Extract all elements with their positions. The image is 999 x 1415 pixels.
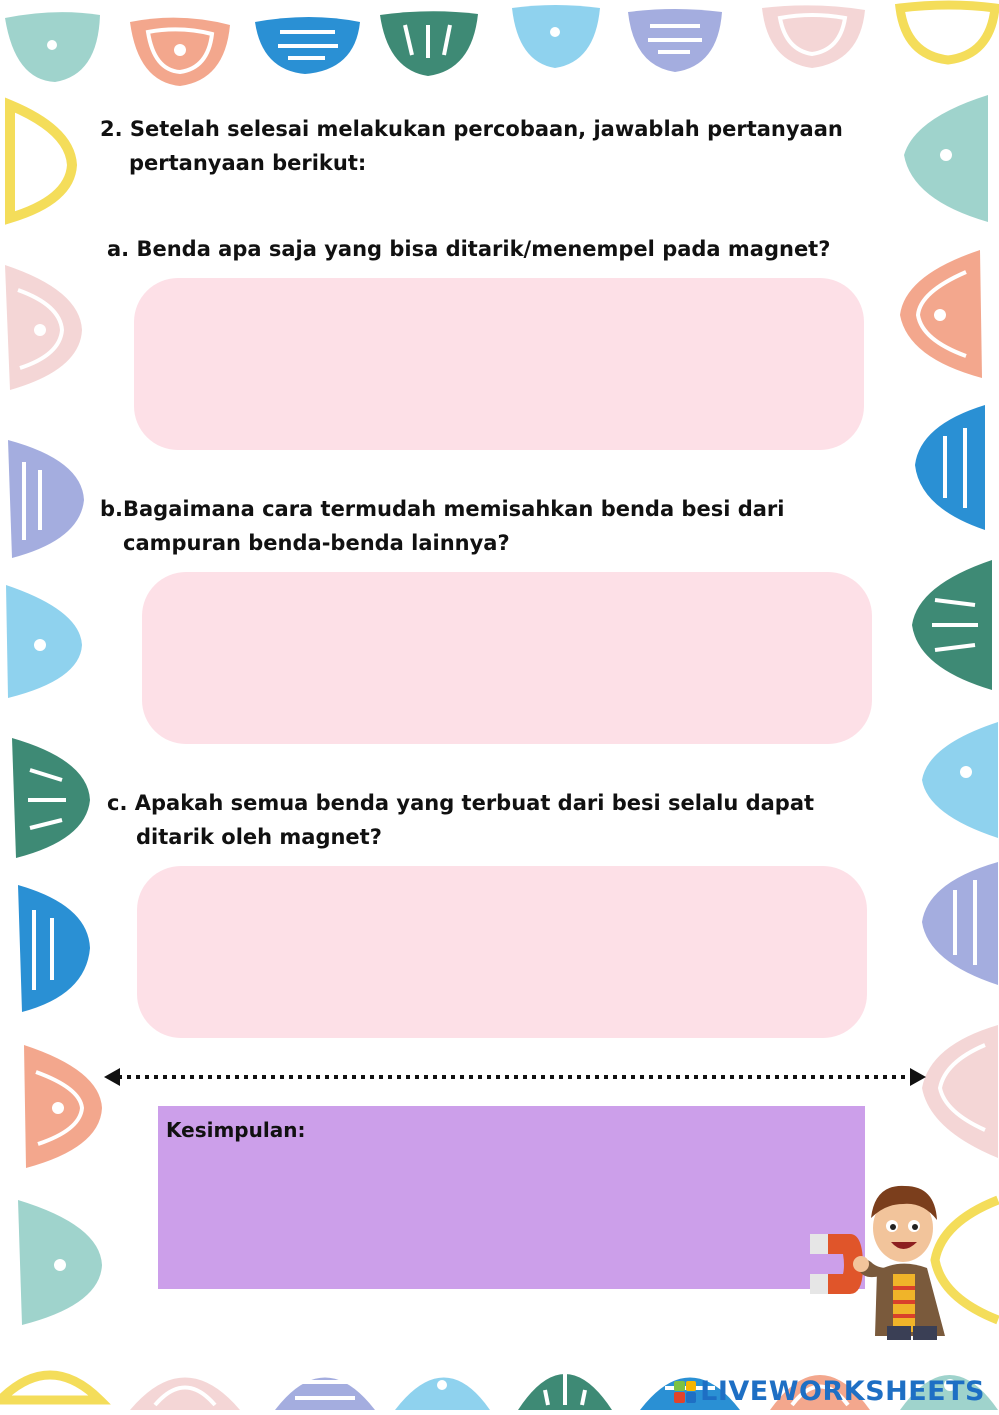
decorative-dome-icon: [900, 250, 982, 378]
decorative-dome-icon: [904, 95, 988, 222]
conclusion-label: Kesimpulan:: [166, 1118, 306, 1142]
question-b-line-1: b.Bagaimana cara termudah memisahkan benda besi dari: [100, 497, 785, 521]
dotted-divider: [100, 1062, 930, 1092]
decorative-dome-icon: [395, 1378, 490, 1411]
question-c: [107, 786, 814, 854]
decorative-dome-icon: [5, 12, 100, 82]
decorative-dome-icon: [275, 1378, 375, 1411]
decorative-dome-icon: [6, 585, 82, 698]
boy-illustration-icon: [805, 1176, 965, 1346]
decorative-dome-icon: [512, 5, 600, 68]
brand-watermark: [674, 1376, 985, 1407]
decorative-dome-icon: [18, 1200, 102, 1325]
arrow-right-icon: [910, 1068, 926, 1086]
answer-box-c[interactable]: [137, 866, 867, 1038]
decorative-dome-icon: [922, 722, 998, 838]
question-a: a. Benda apa saja yang bisa ditarik/menempel pada magnet?: [107, 237, 831, 261]
decorative-dome-icon: [5, 265, 82, 390]
decorative-dome-icon: [24, 1045, 102, 1168]
decorative-dome-icon: [518, 1372, 612, 1410]
intro-line-2: pertanyaan berikut:: [129, 151, 367, 175]
question-c-line-1: c. Apakah semua benda yang terbuat dari besi selalu dapat: [107, 791, 815, 815]
decorative-dome-icon: [130, 18, 230, 86]
brand-text: LIVEWORKSHEETS: [700, 1376, 985, 1407]
decorative-dome-icon: [900, 5, 995, 60]
decorative-dome-icon: [762, 5, 865, 68]
decorative-dome-icon: [130, 1378, 240, 1411]
decorative-dome-icon: [10, 105, 72, 218]
decorative-dome-icon: [915, 405, 985, 530]
arrow-left-icon: [104, 1068, 120, 1086]
decorative-dome-icon: [912, 560, 992, 690]
decorative-dome-icon: [12, 738, 90, 858]
decorative-dome-icon: [255, 17, 360, 74]
decorative-dome-icon: [380, 11, 478, 76]
answer-box-b[interactable]: [142, 572, 872, 744]
intro-line-1: 2. Setelah selesai melakukan percobaan, jawablah pertanyaan: [100, 117, 843, 141]
decorative-dome-icon: [922, 1025, 998, 1158]
intro-question: [100, 112, 843, 180]
decorative-dome-icon: [18, 885, 90, 1012]
conclusion-box[interactable]: [158, 1106, 865, 1289]
answer-box-a[interactable]: [134, 278, 864, 450]
question-c-line-2: ditarik oleh magnet?: [136, 825, 382, 849]
question-b-line-2: campuran benda-benda lainnya?: [123, 531, 510, 555]
decorative-dome-icon: [0, 1375, 100, 1400]
decorative-dome-icon: [8, 440, 84, 558]
decorative-dome-icon: [922, 862, 998, 985]
brand-logo-icon: [674, 1381, 696, 1403]
decorative-dome-icon: [628, 9, 722, 72]
question-b: [100, 492, 784, 560]
